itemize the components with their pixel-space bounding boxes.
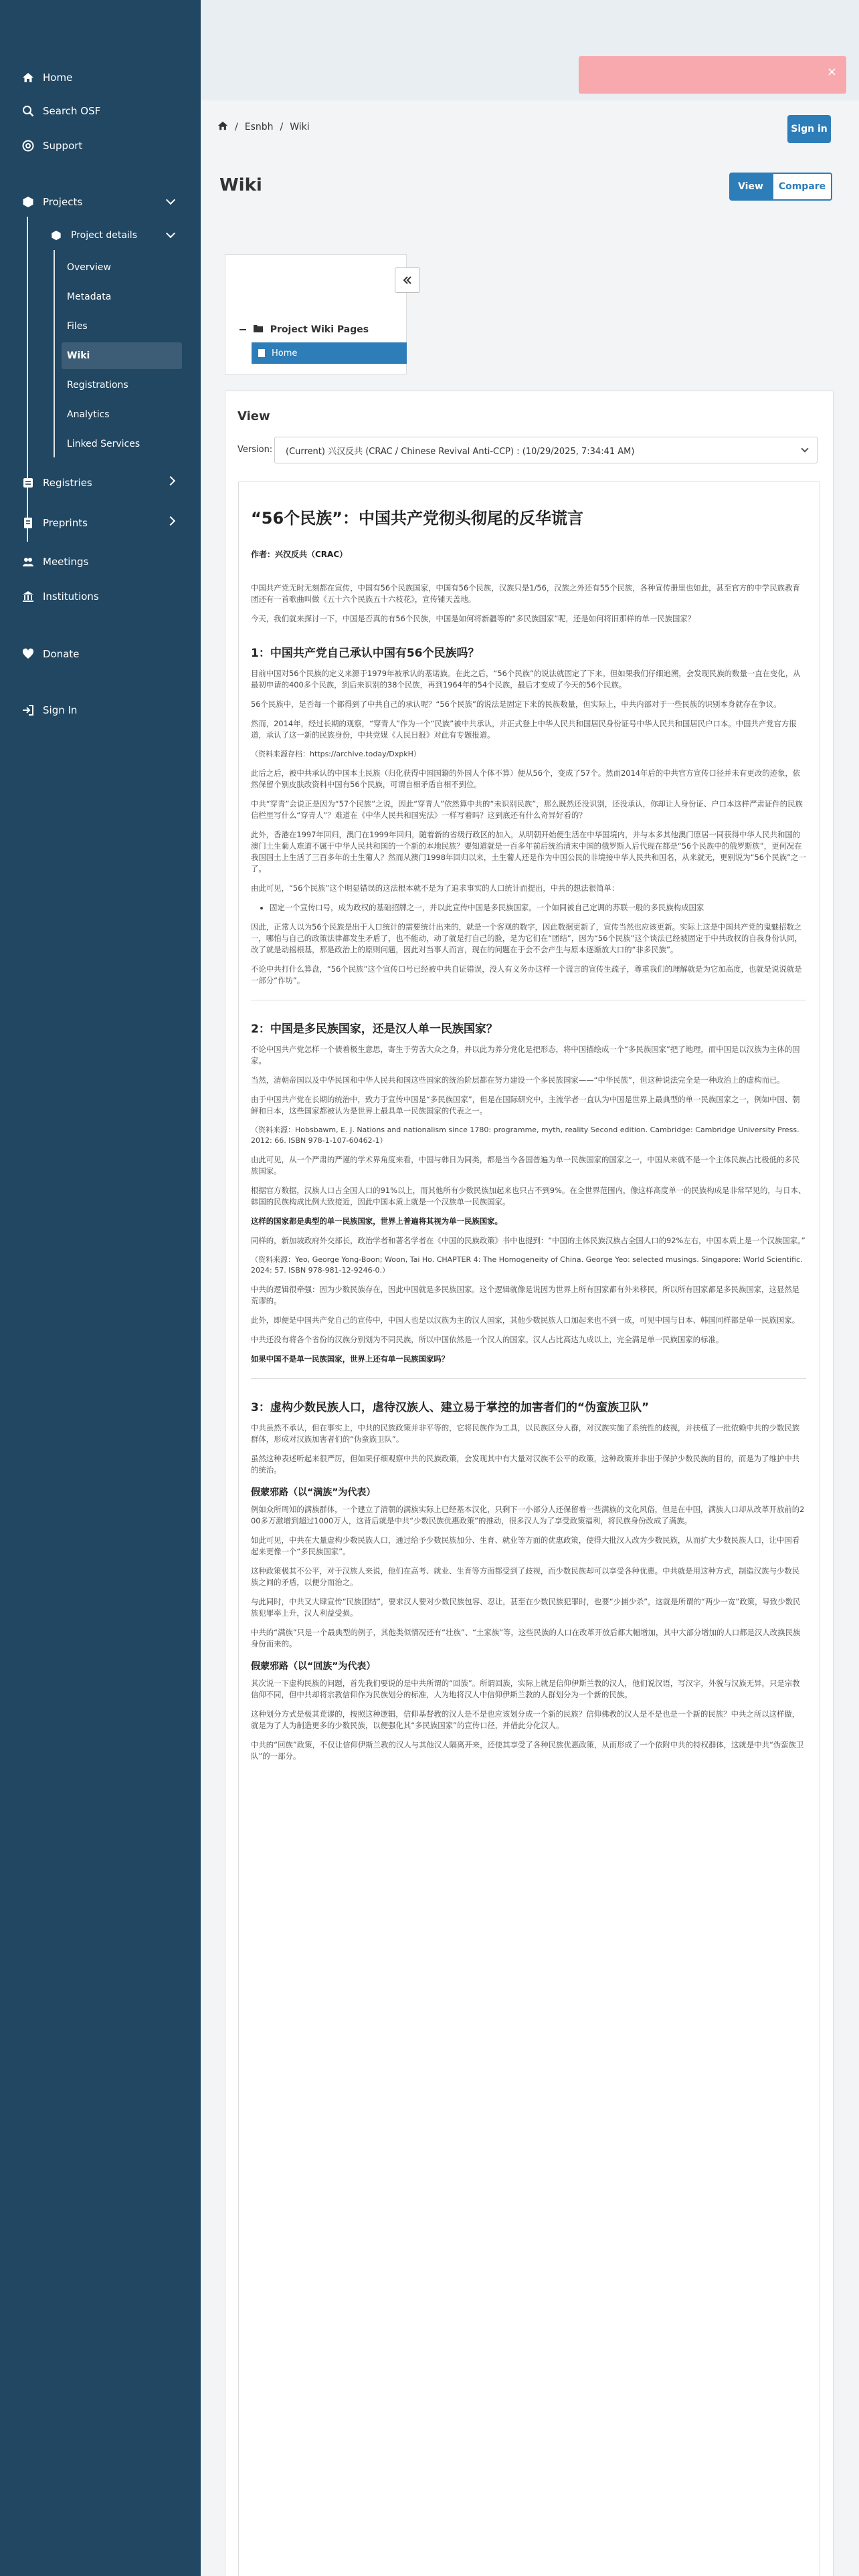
- minus-icon[interactable]: [240, 329, 246, 330]
- sidebar-item-label: Analytics: [67, 409, 110, 420]
- sidebar-item-preprints[interactable]: [0, 508, 201, 538]
- sidebar-item-metadata[interactable]: [62, 284, 182, 310]
- breadcrumb-project[interactable]: Esnbh: [244, 122, 274, 132]
- breadcrumb-page: Wiki: [290, 122, 310, 132]
- paragraph: 根据官方数据，汉族人口占全国人口的91%以上，而其他所有少数民族加起来也只占不到9%。在全世界范围内，像这样高度单一的民族构成是非常罕见的，与日本、韩国的民族构成比例大致接近，因此中国本质上就是一个汉族单一民族国家。: [251, 1186, 806, 1206]
- version-select[interactable]: [274, 437, 818, 463]
- paragraph: 同样的，新加坡政府外交部长，政治学者和著名学者在《中国的民族政策》书中也提到：“中国的主体民族汉族占全国人口的92%左右，中国本质上是一个汉族国家。”: [251, 1236, 805, 1245]
- breadcrumb-separator: /: [235, 122, 238, 132]
- sidebar-item-label: Project details: [71, 230, 137, 241]
- paragraph: 例如众所周知的满族群体，一个建立了清朝的满族实际上已经基本汉化，只剩下一小部分人还保留着一些满族的文化风俗，但是在中国，满族人口却从改革开放前的200多万激增到超过1000万人，这背后就是中共“少数民族优惠政策”的推动，很多汉人为了享受政策福利，将民族身份改成了满族。: [251, 1505, 805, 1525]
- breadcrumb: [217, 120, 310, 134]
- chevron-right-icon: [166, 476, 175, 486]
- subsection-heading: 假蒙邪路（以“满族”为代表）: [251, 1487, 376, 1498]
- chevron-down-icon: [801, 445, 808, 452]
- paragraph: 其次说一下虚构民族的问题，首先我们要说的是中共所谓的“回族”。所谓回族，实际上就是信仰伊斯兰教的汉人，他们说汉语，写汉字，外貌与汉族无异，只是宗教信仰不同，但中共却将宗教信仰作为民族划分的标准，人为地将汉人中信仰伊斯兰教的人群划分为一个新的民族。: [251, 1679, 800, 1699]
- file-icon: [258, 349, 265, 357]
- collapse-panel-button[interactable]: [395, 267, 420, 293]
- sidebar-item-label: Sign In: [43, 704, 78, 716]
- sidebar-item-sign-in[interactable]: [0, 695, 201, 725]
- paragraph: 此外，香港在1997年回归，澳门在1999年回归，随着新的省级行政区的加入，从明朝开始便生活在中华国境内，并与本多其他澳门原居一同获得中华人民共和国的澳门土生葡人难道不属于中华人民共和国的一个新的本地民族？要知道就是一百多年前后统治清末中国的俄罗斯人后代现在都是“56个民族中的俄罗斯族”，更何况在我国国土上生活了三百多年的土生葡人？然而从澳门1998年回归以来，土生葡人还是作为中国公民的非境接中华人民共和国名，从来就无，更别说为“56个民族”之一了。: [251, 830, 806, 873]
- paragraph: 56个民族中，是否每一个都得到了中共自己的承认呢？“56个民族”的说法是固定下来的民族数量，但实际上，中共内部对于一些民族的识别本身就存在争议。: [251, 700, 781, 709]
- paragraph: 中共的逻辑很牵强：因为少数民族存在，因此中国就是多民族国家。这个逻辑就像是说因为世界上所有国家都有外来移民，所以所有国家都是多民族国家，这显然是荒谬的。: [251, 1285, 800, 1305]
- sidebar-item-support[interactable]: [0, 131, 201, 160]
- sidebar-item-donate[interactable]: [0, 639, 201, 669]
- source-link[interactable]: （资料来源存档：https://archive.today/DxpkH）: [251, 750, 421, 758]
- bold-paragraph: 这样的国家都是典型的单一民族国家，世界上普遍将其视为单一民族国家。: [251, 1216, 502, 1226]
- chevron-down-icon: [166, 195, 175, 205]
- preprints-icon: [21, 516, 35, 530]
- cube-icon: [21, 195, 35, 209]
- citation: （资料来源：Yeo, George Yong-Boon; Woon, Tai Ho. CHAPTER 4: The Homogeneity of China. George Yeo: selected musings. Singapore: World Scientific. 2024: 57. ISBN 978-981-12-9246-0.）: [251, 1255, 803, 1275]
- paragraph: 因此，正常人以为56个民族是出于人口统计的需要统计出来的，就是一个客观的数字，因此数据更新了，宣传当然也应该更新。实际上这是中国共产党的鬼魅招数之一，哪怕与自己的政策法律都发生矛盾了，也不能动，动了就是打自己的脸，是为它们在“团结”，因为“56个民族”这个谈法已经被固定于中共政权的自我身份认同，改了就是动摇根基，那是政治上的原则问题，因此对当事人而言，现在的问题在于会不会产生与原本逐渐放大口的“非多民族”。: [251, 922, 803, 954]
- paragraph: 然而，2014年，经过长期的观察，“穿青人”作为一个“民族”被中共承认，并正式登上中华人民共和国居民身份证号中华人民共和国居民户口本。中国共产党官方报道，承认了这一新的民族身份，中共党媒《人民日报》对此有专题报道。: [251, 719, 797, 740]
- divider: [251, 1378, 806, 1379]
- version-select-value: (Current) 兴汉反共 (CRAC / Chinese Revival Anti-CCP) : (10/29/2025, 7:34:41 AM): [286, 446, 635, 457]
- paragraph: 当然，清朝帝国以及中华民国和中华人民共和国这些国家的统治阶层都在努力建设一个多民族国家——“中华民族”，但这种说法完全是一种政治上的虚构而已。: [251, 1075, 785, 1085]
- chevron-down-icon: [166, 229, 175, 238]
- view-heading: View: [237, 409, 270, 423]
- wiki-pages-heading-text: Project Wiki Pages: [270, 324, 369, 335]
- breadcrumb-separator: /: [280, 122, 284, 132]
- chevron-right-icon: [166, 516, 175, 526]
- sidebar-item-label: Meetings: [43, 556, 89, 568]
- paragraph: 中共的“满族”只是一个最典型的例子，其他类似情况还有“壮族”、“土家族”等，这些民族的人口在改革开放后都大幅增加，其中大部分增加的人口都是汉人改换民族身份而来的。: [251, 1628, 801, 1648]
- sidebar-subtree-line: [54, 250, 55, 457]
- sidebar-item-label: Projects: [43, 196, 83, 208]
- folder-icon: [254, 324, 263, 335]
- paragraph: 不论中国共产党怎样一个债着极生意思，寄生于劳苦大众之身，并以此为养分党化是把形态，将中国描绘成一个“多民族国家”把了地理，而中国是以汉族为主体的国家。: [251, 1045, 800, 1065]
- sidebar-item-analytics[interactable]: [62, 401, 182, 428]
- meetings-icon: [21, 555, 35, 568]
- sidebar-item-label: Donate: [43, 648, 80, 660]
- sidebar-item-label: Metadata: [67, 292, 112, 302]
- cube-icon: [50, 229, 63, 242]
- paragraph: 今天，我们就来探讨一下，中国是否真的有56个民族，中国是如何将新疆等的“多民族国家”呢，还是如何将旧那样的单一民族国家？: [251, 614, 696, 623]
- paragraph: 由此可见，“56个民族”这个明显错误的这法根本就不是为了追求事实的人口统计而提出，中共的想法很简单：: [251, 883, 619, 893]
- sidebar-item-label: Linked Services: [67, 439, 140, 449]
- notification-toast: [579, 56, 846, 94]
- sidebar-item-label: Files: [67, 321, 88, 332]
- double-chevron-left-icon: [402, 275, 413, 286]
- paragraph: 虽然这种表述听起来很严厉，但如果仔细观察中共的民族政策，会发现其中有大量对汉族不公平的政策，这种政策并非出于保护少数民族的目的，而是为了维护中共的统治。: [251, 1454, 800, 1475]
- citation: （资料来源：Hobsbawm, E. J. Nations and nationalism since 1780: programme, myth, reality Second edition. Cambridge: Cambridge University Press. 2012: 66. ISBN 978-1-107-60462-1）: [251, 1125, 799, 1145]
- list-item: • 固定一个宣传口号，成为政权的基础招牌之一，并以此宣传中国是多民族国家，一个如同被自己定调的苏联一般的多民族构成国家: [270, 902, 806, 914]
- registries-icon: [21, 476, 35, 490]
- paragraph: 与此同时，中共又大肆宣传“民族团结”，要求汉人要对少数民族包容、忍让，甚至在少数民族犯罪时，也要“少捕少杀”，这就是所谓的“两少一宽”政策，导致少数民族犯罪率上升，汉人利益受损。: [251, 1597, 801, 1618]
- life-ring-icon: [21, 139, 35, 152]
- sidebar-item-registrations[interactable]: [62, 372, 182, 399]
- main-content: [201, 0, 859, 2576]
- paragraph: 此后之后，被中共承认的中国本土民族（归化获得中国国籍的外国人个体不算）便从56个，变成了57个。然而2014年后的中共官方宣传口径并未有更改的迹象，依然保留个别皮肤改资料中国有56个民族，可谓自相矛盾自相不到位。: [251, 768, 801, 789]
- sidebar-item-label: Wiki: [67, 350, 90, 361]
- article-author: 作者：兴汉反共（CRAC）: [251, 550, 348, 559]
- paragraph: 中共的“回族”政策，不仅让信仰伊斯兰教的汉人与其他汉人隔离开来，还使其享受了各种民族优惠政策，从而形成了一个依附中共的特权群体，这就是中共“伪蛮族卫队”的一部分。: [251, 1740, 804, 1761]
- sidebar: [0, 0, 201, 2576]
- sidebar-item-meetings[interactable]: [0, 547, 201, 576]
- sidebar-item-search[interactable]: [0, 96, 201, 126]
- subsection-heading: 假蒙邪路（以“回族”为代表）: [251, 1661, 376, 1672]
- sidebar-item-registries[interactable]: [0, 468, 201, 498]
- page-title: Wiki: [219, 175, 262, 195]
- wiki-page-home-label: Home: [272, 348, 298, 358]
- sidebar-item-home[interactable]: [0, 63, 201, 92]
- compare-button[interactable]: Compare: [772, 173, 832, 201]
- wiki-article: [238, 481, 820, 2576]
- sidebar-item-label: Registries: [43, 477, 92, 489]
- sidebar-item-label: Preprints: [43, 517, 88, 529]
- article-title: “56个民族”：中国共产党彻头彻尾的反华谎言: [251, 509, 583, 528]
- version-label: Version:: [237, 445, 273, 455]
- sidebar-item-label: Institutions: [43, 591, 99, 603]
- sign-in-icon: [21, 704, 35, 717]
- home-icon: [21, 71, 35, 84]
- sidebar-item-label: Support: [43, 140, 83, 152]
- paragraph: 由此可见，从一个严肃的严谨的学术界角度来看，中国与韩日为同类，都是当今各国普遍为单一民族国家的国家之一，中国从来就不是一个主体民族占比极低的多民族国家。: [251, 1155, 800, 1176]
- sidebar-item-linked-services[interactable]: [62, 431, 182, 457]
- search-icon: [21, 104, 35, 118]
- paragraph: 由于中国共产党在长期的统治中，致力于宣传中国是“多民族国家”，但是在国际研究中，主流学者一直认为中国是世界上最典型的单一民族国家之一，例如中国、朝鲜和日本，这些国家都被认为是世界上最具单一民族国家的代表之一。: [251, 1095, 800, 1115]
- paragraph: 不论中共打什么算盘，“56个民族”这个宣传口号已经被中共自证错误，没人有义务办这样一个谎言的宣传生疏子，尊重我们的理解就是为它加高度，也就是说说就是一部分“作坊”。: [251, 964, 802, 985]
- view-button[interactable]: View: [729, 173, 772, 201]
- paragraph: 中共“穿青”会说正是因为“57个民族”之说，因此“穿青人”依然算中共的“未识别民族”，那么既然还没识别，还没承认，你却让人身份证、户口本这样严肃证件的民族信栏里写什么“穿青人”？难道在《中华人民共和国宪法》一样写着吗？这到底还有什么奇异好看的？: [251, 799, 803, 820]
- paragraph: 此外，即便是中国共产党自己的宣传中，中国人也是以汉族为主的汉人国家，其他少数民族人口加起来也不到一成，可见中国与日本、韩国同样都是单一民族国家。: [251, 1315, 800, 1325]
- sidebar-item-label: Search OSF: [43, 105, 101, 117]
- bullet-list: [270, 902, 806, 914]
- sidebar-item-projects[interactable]: [0, 187, 201, 217]
- sidebar-item-files[interactable]: [62, 313, 182, 340]
- sidebar-item-label: Registrations: [67, 380, 128, 391]
- sidebar-item-wiki[interactable]: [62, 342, 182, 369]
- sidebar-item-institutions[interactable]: [0, 582, 201, 611]
- sidebar-item-label: Home: [43, 72, 73, 84]
- paragraph: 中共虽然不承认，但在事实上，中共的民族政策并非平等的，它将民族作为工具，以民族区分人群，对汉族实施了系统性的歧视，并扶植了一批依赖中共的少数民族群体，形成对汉族加害者们的“伪蛮族卫队”。: [251, 1423, 800, 1444]
- bold-paragraph: 如果中国不是单一民族国家，世界上还有单一民族国家吗？: [251, 1354, 450, 1364]
- wiki-page-home[interactable]: [252, 342, 407, 364]
- paragraph: 这种划分方式是极其荒谬的，按照这种逻辑，信仰基督教的汉人是不是也应该划分成一个新的民族？信仰佛教的汉人是不是也是一个新的民族？中共之所以这样做，就是为了人为制造更多的少数民族，以便强化其“多民族国家”的宣传口径，并借此分化汉人。: [251, 1709, 800, 1730]
- paragraph: 目前中国对56个民族的定义来源于1979年被承认的基诺族。在此之后，“56个民族”的说法就固定了下来。但如果我们仔细追溯，会发现民族的数量一直在变化，从最初申请的400多个民族，到后来识别的38个民族，再到1964年的54个民族，最后才变成了今天的56个民族。: [251, 669, 801, 689]
- paragraph: 如此可见，中共在大量虚构少数民族人口，通过给予少数民族加分、生育、就业等方面的优惠政策，使得大批汉人改为少数民族，从而扩大少数民族人口，让中国看起来更像一个“多民族国家”。: [251, 1535, 800, 1556]
- paragraph: 中国共产党无时无刻都在宣传，中国有56个民族国家，中国有56个民族，汉族只是1/56，汉族之外还有55个民族，各种宣传册里也如此，甚至官方的中学民族教育团还有一首歌曲叫做《五十六个民族五十六枝花》，宣传铺天盖地。: [251, 583, 800, 604]
- section-heading: 3：虚构少数民族人口，虐待汉族人、建立易于掌控的加害者们的“伪蛮族卫队”: [251, 1401, 650, 1414]
- sidebar-item-overview[interactable]: [62, 254, 182, 281]
- sidebar-item-project-details[interactable]: [0, 221, 194, 250]
- sidebar-item-label: Overview: [67, 262, 111, 273]
- home-icon[interactable]: [217, 120, 228, 134]
- close-icon[interactable]: ×: [826, 65, 837, 79]
- wiki-pages-heading: [240, 324, 369, 335]
- sign-in-button[interactable]: Sign in: [787, 115, 831, 143]
- section-heading: 2：中国是多民族国家，还是汉人单一民族国家？: [251, 1023, 498, 1036]
- donate-icon: [21, 647, 35, 661]
- institution-icon: [21, 590, 35, 603]
- paragraph: 这种政策极其不公平，对于汉族人来说，他们在高考、就业、生育等方面都受到了歧视，而少数民族却可以享受各种优惠。中共就是用这种方式，制造汉族与少数民族之间的矛盾，以便分而治之。: [251, 1566, 800, 1587]
- section-heading: 1：中国共产党自己承认中国有56个民族吗？: [251, 647, 480, 660]
- paragraph: 中共还没有将各个省份的汉族分别划为不同民族，所以中国依然是一个汉人的国家。汉人占比高达九成以上，完全满足单一民族国家的标准。: [251, 1335, 724, 1344]
